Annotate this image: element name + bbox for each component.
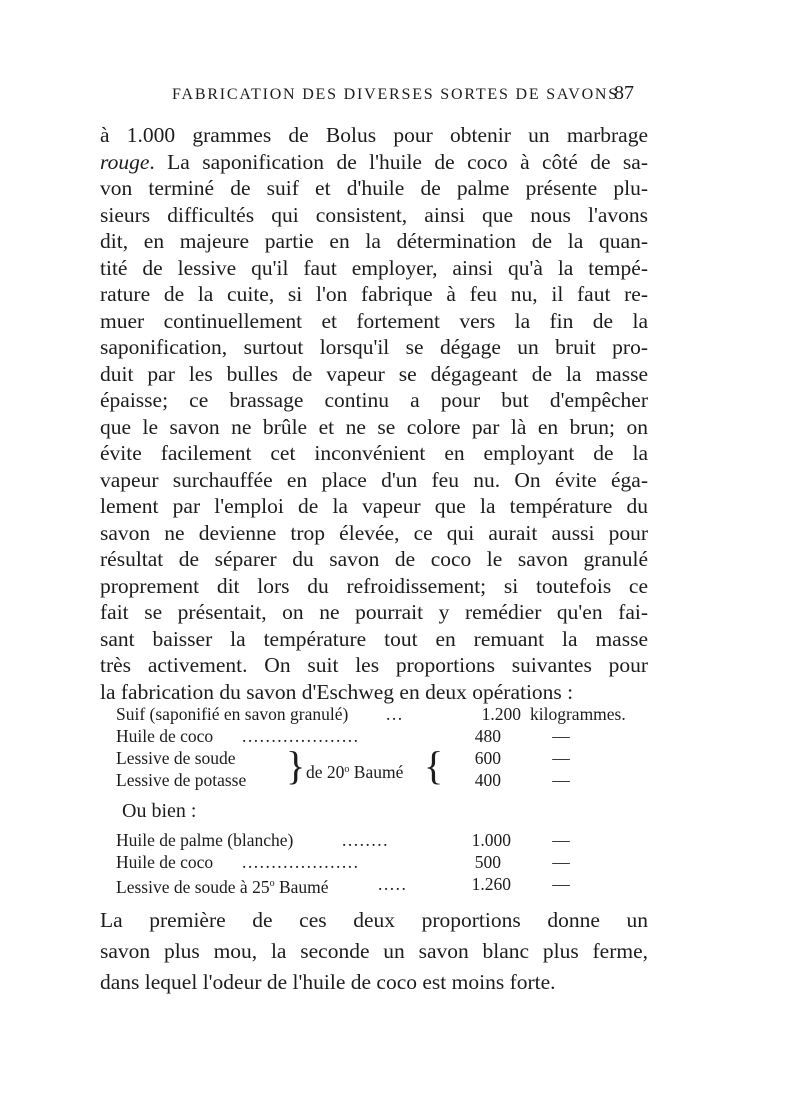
ditto-dash: — xyxy=(552,830,570,850)
quantity: 1.260 xyxy=(471,874,511,894)
quantity: 1.200 xyxy=(481,704,521,724)
text-line: lement par l'emploi de la vapeur que la température du xyxy=(100,494,648,518)
text-line: résultat de séparer du savon de coco le savon granulé xyxy=(100,547,648,571)
closing-paragraph xyxy=(100,905,648,998)
unit-label: kilogrammes. xyxy=(530,704,626,724)
quantity: 600 xyxy=(474,748,501,768)
leader-dots: ..... xyxy=(378,874,408,894)
ditto-dash: — xyxy=(552,852,570,872)
ingredient-label: Huile de coco xyxy=(116,726,214,746)
text-line: savon ne devienne trop élevée, ce qui aurait aussi pour xyxy=(100,520,648,545)
text-line: évite facilement cet inconvénient en employant de la xyxy=(100,441,648,465)
page-header xyxy=(100,82,642,122)
italic-word: rouge xyxy=(100,149,150,174)
alternative-label: Ou bien : xyxy=(122,800,197,822)
quantity: 480 xyxy=(474,726,501,746)
quantity: 1.000 xyxy=(471,830,511,850)
quantity: 500 xyxy=(474,852,501,872)
text-line: proprement dit lors du refroidissement; si toutefois ce xyxy=(100,573,648,598)
text-line: la fabrication du savon d'Eschweg en deux opérations : xyxy=(100,679,574,704)
ditto-dash: — xyxy=(552,748,570,768)
text-line: dit, en majeure partie en la détermination de la quan- xyxy=(100,229,648,253)
text-line: fait se présentait, on ne pourrait y remédier qu'en fai- xyxy=(100,600,648,624)
ingredient-label: Lessive de potasse xyxy=(116,770,247,790)
quantity: 400 xyxy=(474,770,501,790)
text-line: sieurs difficultés qui consistent, ainsi que nous l'avons xyxy=(100,202,648,227)
text-line: saponification, surtout lorsqu'il se dégage un bruit pro- xyxy=(100,335,648,359)
right-brace: } xyxy=(286,743,306,788)
recipe-tables xyxy=(116,703,646,895)
ditto-dash: — xyxy=(552,726,570,746)
ingredient-label: Lessive de soude xyxy=(116,748,236,768)
recipe-first xyxy=(116,703,646,793)
text-line: très activement. On suit les proportions suivantes pour xyxy=(100,653,648,677)
ingredient-label: Huile de coco xyxy=(116,852,214,872)
recipe-row xyxy=(116,725,646,747)
text-line: à 1.000 grammes de Bolus pour obtenir un marbrage xyxy=(100,123,648,147)
left-brace: { xyxy=(424,743,444,788)
ingredient-label: Lessive de soude à 25$^o$ Baumé xyxy=(116,876,329,897)
text-line: von terminé de suif et d'huile de palme présente plu- xyxy=(100,176,648,200)
leader-dots: .................... xyxy=(242,726,360,746)
running-title: FABRICATION DES DIVERSES SORTES DE SAVONS xyxy=(172,86,619,103)
recipe-second xyxy=(116,829,646,895)
text-line: épaisse; ce brassage continu a pour but d'empêcher xyxy=(100,388,648,412)
recipe-row xyxy=(116,703,646,725)
text-line: vapeur surchauffée en place d'un feu nu. On évite éga- xyxy=(100,467,648,492)
text-line: savon plus mou, la seconde un savon blanc plus ferme, xyxy=(100,939,648,963)
text-line: muer continuellement et fortement vers la fin de la xyxy=(100,308,648,333)
text-line: dans lequel l'odeur de l'huile de coco est moins forte. xyxy=(100,970,556,994)
ingredient-label: Suif (saponifié en savon granulé) xyxy=(116,704,349,724)
text-line: duit par les bulles de vapeur se dégageant de la masse xyxy=(100,361,648,386)
body-paragraph xyxy=(100,122,648,705)
leader-dots: ........ xyxy=(342,830,389,850)
text-line: rature de la cuite, si l'on fabrique à feu nu, il faut re- xyxy=(100,282,648,306)
text-line: tité de lessive qu'il faut employer, ainsi qu'à la tempé- xyxy=(100,255,648,280)
text-line: que le savon ne brûle et ne se colore par là en brun; on xyxy=(100,414,648,439)
recipe-row xyxy=(116,851,646,873)
leader-dots: ... xyxy=(386,704,404,724)
recipe-row xyxy=(116,829,646,851)
brace-group xyxy=(116,743,646,793)
text-line: rouge. La saponification de l'huile de coco à côté de sa- xyxy=(100,149,648,174)
ditto-dash: — xyxy=(552,770,570,790)
leader-dots: .................... xyxy=(242,852,360,872)
brace-note: de 20$^o$ Baumé xyxy=(306,762,404,782)
ingredient-label: Huile de palme (blanche) xyxy=(116,830,294,850)
ditto-dash: — xyxy=(552,874,570,894)
text-line: La première de ces deux proportions donne un xyxy=(100,908,648,932)
text-line: sant baisser la température tout en remuant la masse xyxy=(100,626,648,651)
recipe-row xyxy=(116,873,646,895)
page-number: 87 xyxy=(614,82,634,104)
